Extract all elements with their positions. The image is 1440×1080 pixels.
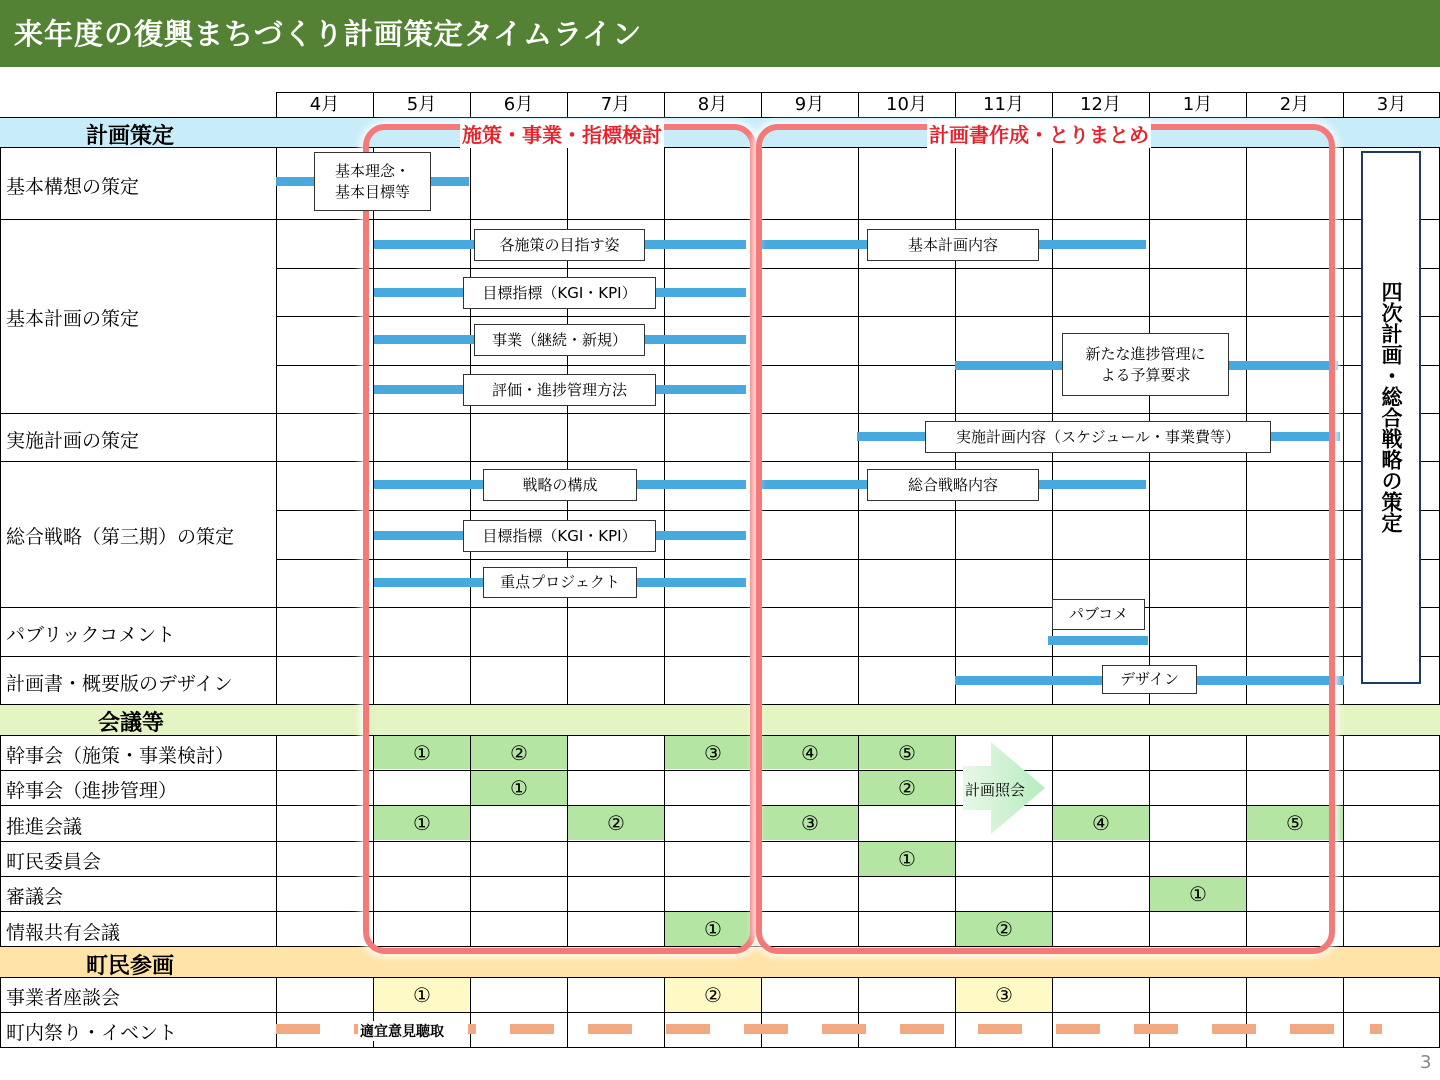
grid-line (276, 977, 277, 1047)
talk-cell: ② (665, 978, 761, 1012)
row-strategy: 総合戦略（第三期）の策定 (6, 526, 235, 548)
meeting-cell: ③ (762, 806, 858, 840)
meeting-cell: ⑤ (1247, 806, 1343, 840)
strategy-final-label: 四次計画・総合戦略の策定 (1379, 281, 1403, 533)
grid-line (1343, 92, 1344, 117)
box-pubcom: パブコメ (1052, 599, 1145, 630)
row-public-comment: パブリックコメント (6, 624, 176, 646)
grid-line (1052, 977, 1053, 1047)
box-basic-concept: 基本理念・ 基本目標等 (314, 152, 431, 211)
grid-line (1343, 147, 1344, 704)
row-promotion: 推進会議 (6, 816, 83, 838)
grid-line (470, 977, 471, 1047)
festival-dash (468, 1024, 476, 1034)
section-meetings: 会議等 (98, 711, 165, 736)
month-sep: 9月 (794, 94, 825, 115)
grid-line (0, 117, 1440, 118)
meeting-cell: ③ (665, 736, 761, 769)
grid-line (1246, 92, 1247, 117)
grid-line (470, 92, 471, 117)
meeting-cell: ④ (1053, 806, 1149, 840)
meeting-cell: ① (859, 842, 955, 876)
grid-line (0, 1012, 1440, 1013)
grid-line (955, 92, 956, 117)
meeting-cell: ① (1150, 877, 1246, 911)
meeting-cell: ② (471, 736, 567, 769)
meeting-cell: ① (471, 771, 567, 805)
title-bar (0, 0, 1440, 67)
grid-line (761, 92, 762, 117)
box-strategy-structure: 戦略の構成 (483, 469, 637, 501)
grid-line (1343, 735, 1344, 946)
grid-line (276, 735, 277, 946)
box-kpi1: 目標指標（KGI・KPI） (463, 277, 656, 309)
talk-cell: ① (374, 978, 470, 1012)
page-number: 3 (1420, 1052, 1432, 1073)
meeting-cell: ④ (762, 736, 858, 769)
meeting-cell: ① (374, 806, 470, 840)
month-may: 5月 (406, 94, 437, 115)
grid-line (373, 92, 374, 117)
arrow-label: 計画照会 (965, 781, 1026, 799)
box-policy-goal: 各施策の目指す姿 (474, 229, 645, 261)
box-kpi2: 目標指標（KGI・KPI） (463, 520, 656, 552)
row-basic-concept: 基本構想の策定 (6, 176, 140, 198)
row-basic-plan: 基本計画の策定 (6, 308, 140, 330)
meeting-cell: ① (374, 736, 470, 769)
phase2-title: 計画書作成・とりまとめ (927, 119, 1151, 148)
grid-line (1149, 977, 1150, 1047)
month-nov: 11月 (983, 94, 1024, 115)
festival-dash (588, 1024, 632, 1034)
meeting-cell: ② (956, 912, 1052, 946)
page-title: 来年度の復興まちづくり計画策定タイムライン (14, 17, 643, 51)
row-design: 計画書・概要版のデザイン (6, 673, 233, 695)
month-jan: 1月 (1182, 94, 1213, 115)
grid-line (276, 147, 277, 704)
festival-dash (510, 1024, 554, 1034)
grid-line (1246, 977, 1247, 1047)
month-mar: 3月 (1376, 94, 1407, 115)
grid-line (761, 977, 762, 1047)
grid-line (276, 92, 277, 117)
grid-line (0, 735, 1, 946)
box-projects: 事業（継続・新規） (474, 324, 645, 356)
festival-dash (1212, 1024, 1256, 1034)
festival-note: 適宜意見聴取 (358, 1021, 446, 1041)
festival-dash (666, 1024, 710, 1034)
festival-dash (900, 1024, 944, 1034)
row-citizen-committee: 町民委員会 (6, 851, 102, 873)
box-basic-plan-content: 基本計画内容 (867, 229, 1039, 261)
festival-dash (1134, 1024, 1178, 1034)
row-secretary-progress: 幹事会（進捗管理） (6, 780, 178, 802)
box-strategy-content: 総合戦略内容 (867, 469, 1039, 501)
strategy-final-box (1361, 151, 1421, 684)
box-design: デザイン (1102, 665, 1197, 694)
row-secretary-policy: 幹事会（施策・事業検討） (6, 745, 235, 767)
grid-line (0, 1047, 1440, 1048)
box-priority: 重点プロジェクト (483, 567, 637, 598)
month-oct: 10月 (886, 94, 927, 115)
month-aug: 8月 (697, 94, 728, 115)
festival-dash (276, 1024, 320, 1034)
section-participation: 町民参画 (86, 954, 175, 979)
grid-line (1149, 92, 1150, 117)
phase2-frame (756, 124, 1335, 954)
meeting-cell: ② (568, 806, 664, 840)
grid-line (1052, 92, 1053, 117)
festival-dash (1056, 1024, 1100, 1034)
festival-dash (1370, 1024, 1382, 1034)
box-budget: 新たな進捗管理に よる予算要求 (1062, 333, 1229, 396)
month-jul: 7月 (600, 94, 631, 115)
row-council: 審議会 (6, 886, 64, 908)
month-apr: 4月 (309, 94, 340, 115)
month-jun: 6月 (503, 94, 534, 115)
box-impl-content: 実施計画内容（スケジュール・事業費等） (925, 421, 1271, 453)
grid-line (567, 92, 568, 117)
talk-cell: ③ (956, 978, 1052, 1012)
festival-dash (822, 1024, 866, 1034)
grid-line (858, 92, 859, 117)
meeting-cell: ⑤ (859, 736, 955, 769)
meeting-cell: ① (665, 912, 761, 946)
grid-line (1343, 977, 1344, 1047)
festival-dash (978, 1024, 1022, 1034)
grid-line (0, 977, 1, 1047)
row-implementation-plan: 実施計画の策定 (6, 430, 140, 452)
row-info-sharing: 情報共有会議 (6, 922, 121, 944)
section-planning: 計画策定 (86, 124, 175, 149)
meeting-cell: ② (859, 771, 955, 805)
month-dec: 12月 (1080, 94, 1121, 115)
box-evaluation: 評価・進捗管理方法 (463, 374, 656, 406)
month-feb: 2月 (1279, 94, 1310, 115)
grid-line (567, 977, 568, 1047)
festival-dash (744, 1024, 788, 1034)
festival-dash (1290, 1024, 1334, 1034)
grid-line (0, 147, 1, 704)
row-festival: 町内祭り・イベント (6, 1022, 178, 1044)
row-business-talk: 事業者座談会 (6, 987, 121, 1009)
grid-line (664, 92, 665, 117)
phase1-title: 施策・事業・指標検討 (460, 119, 664, 148)
grid-line (858, 977, 859, 1047)
